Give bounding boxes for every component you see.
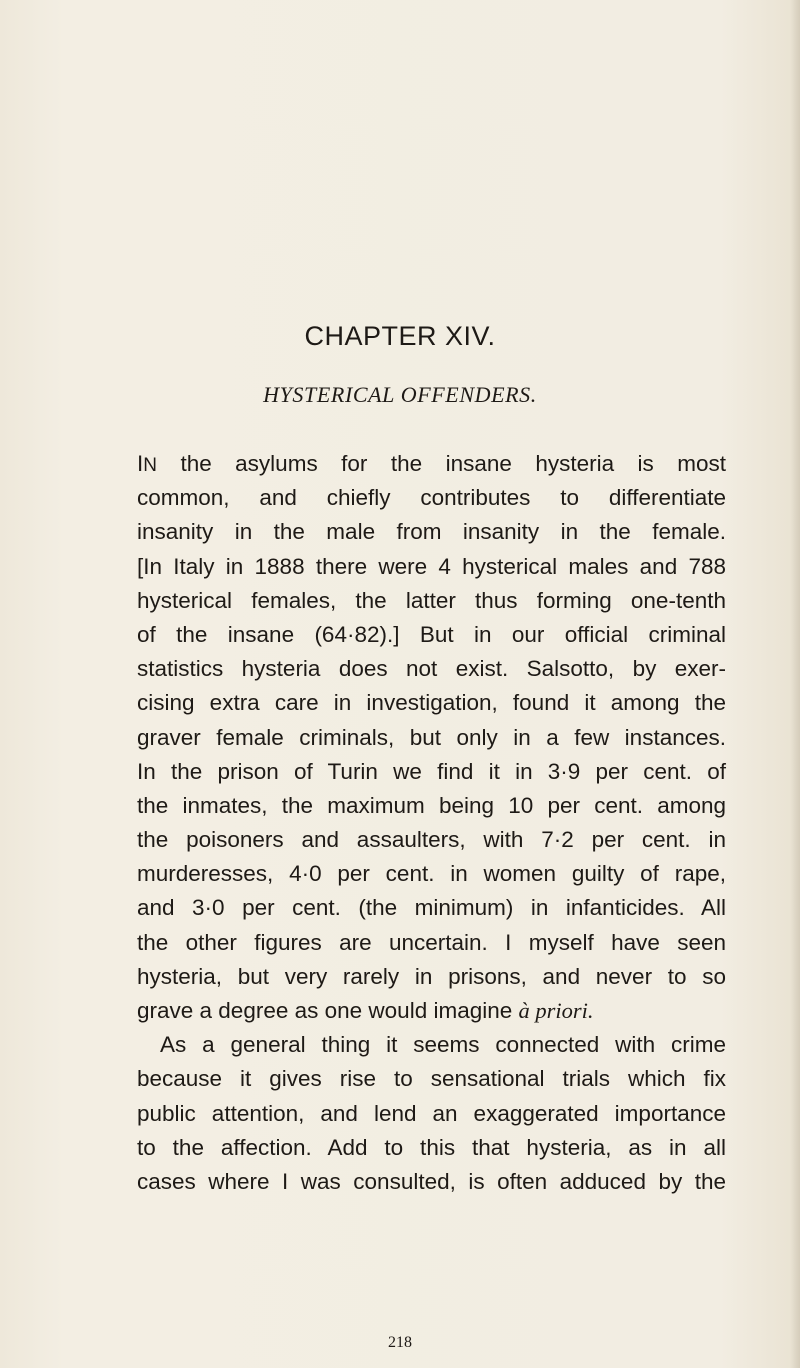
text-line: and 3·0 per cent. (the minimum) in infanticides. All bbox=[137, 895, 726, 921]
dropcap-rest: N bbox=[143, 455, 157, 476]
dropcap: I bbox=[137, 451, 144, 476]
line-text: grave a degree as one would imagine bbox=[137, 998, 513, 1023]
text-line: cising extra care in investigation, found it among the bbox=[137, 690, 726, 716]
text-line: statistics hysteria does not exist. Salsotto, by exer- bbox=[137, 656, 726, 682]
text-line: to the affection. Add to this that hysteria, as in all bbox=[137, 1134, 726, 1160]
text-line: graver female criminals, but only in a few instances. bbox=[137, 724, 726, 750]
page-number: 218 bbox=[388, 1334, 412, 1351]
text-line bbox=[137, 994, 726, 1028]
text-line: the inmates, the maximum being 10 per cent. among bbox=[137, 792, 726, 818]
text-line: insanity in the male from insanity in the female. bbox=[137, 519, 726, 545]
page-edge-shadow bbox=[790, 0, 800, 1368]
text-line: because it gives rise to sensational trials which fix bbox=[137, 1066, 726, 1092]
text-line: the other figures are uncertain. I myself have seen bbox=[137, 929, 726, 955]
text-line: hysteria, but very rarely in prisons, and never to so bbox=[137, 963, 726, 989]
italic-phrase: à priori. bbox=[518, 998, 594, 1023]
body-text bbox=[137, 447, 726, 1199]
text-line: public attention, and lend an exaggerated importance bbox=[137, 1100, 726, 1126]
text-line: In the prison of Turin we find it in 3·9 per cent. of bbox=[137, 758, 726, 784]
text-line: the poisoners and assaulters, with 7·2 per cent. in bbox=[137, 827, 726, 853]
text-line: common, and chiefly contributes to differentiate bbox=[137, 485, 726, 511]
text-line: hysterical females, the latter thus forming one-tenth bbox=[137, 587, 726, 613]
chapter-title: HYSTERICAL OFFENDERS. bbox=[263, 382, 537, 407]
text-line: cases where I was consulted, is often adduced by the bbox=[137, 1168, 726, 1194]
text-line: of the insane (64·82).] But in our official criminal bbox=[137, 621, 726, 647]
text-line: murderesses, 4·0 per cent. in women guilty of rape, bbox=[137, 861, 726, 887]
chapter-heading: CHAPTER XIV. bbox=[304, 321, 496, 351]
text-line bbox=[137, 447, 726, 481]
text-line: As a general thing it seems connected with crime bbox=[160, 1032, 726, 1058]
text-line: [In Italy in 1888 there were 4 hysterical males and 788 bbox=[137, 553, 726, 579]
line-text: the asylums for the insane hysteria is most bbox=[157, 451, 726, 476]
